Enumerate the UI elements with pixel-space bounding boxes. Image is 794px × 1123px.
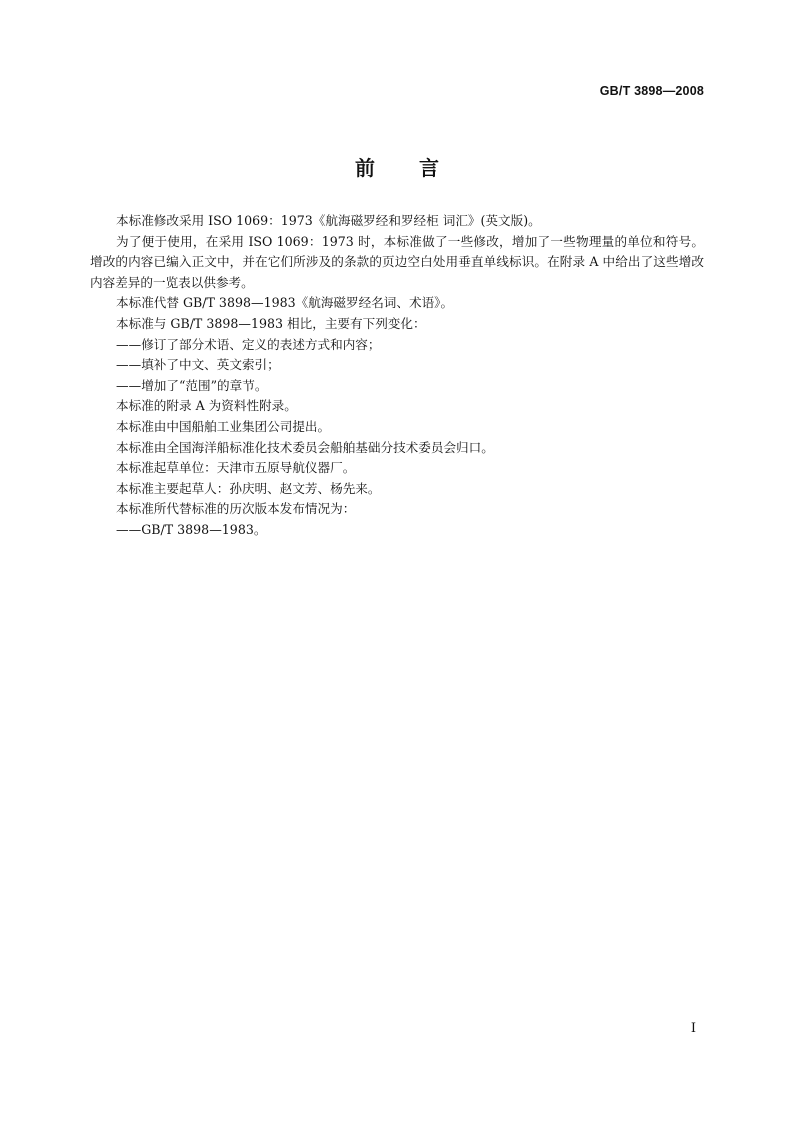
foreword-body	[90, 211, 704, 541]
list-item-history-1: ——GB/T 3898—1983。	[116, 521, 267, 537]
paragraph-committee: 本标准由全国海洋船标准化技术委员会船舶基础分技术委员会归口。	[116, 439, 494, 455]
list-item-change-1: ——修订了部分术语、定义的表述方式和内容；	[116, 336, 381, 352]
standard-code: GB/T 3898—2008	[599, 84, 704, 98]
paragraph-changes-intro: 本标准与 GB/T 3898—1983 相比，主要有下列变化：	[116, 315, 426, 331]
paragraph-appendix: 本标准的附录 A 为资料性附录。	[116, 398, 297, 414]
list-item-change-3: ——增加了“范围”的章节。	[116, 377, 268, 393]
page-title	[0, 152, 794, 181]
paragraph-drafters: 本标准主要起草人：孙庆明、赵文芳、杨先来。	[116, 480, 381, 496]
title-char-2: 言	[419, 156, 439, 180]
paragraph-drafting-unit: 本标准起草单位：天津市五原导航仪器厂。	[116, 460, 356, 476]
list-item-change-2: ——填补了中文、英文索引；	[116, 357, 280, 373]
paragraph-modifications: 为了便于使用，在采用 ISO 1069：1973 时，本标准做了一些修改，增加了一些物理量的单位和符号。增改的内容已编入正文中，并在它们所涉及的条款的页边空白处用垂直单线标识。在附录 A 中给出了这些增改内容差异的一览表以供参考。	[90, 233, 704, 290]
paragraph-replaces: 本标准代替 GB/T 3898—1983《航海磁罗经名词、术语》。	[116, 295, 454, 311]
paragraph-history-intro: 本标准所代替标准的历次版本发布情况为：	[116, 501, 356, 517]
paragraph-proposer: 本标准由中国船舶工业集团公司提出。	[116, 418, 331, 434]
page-number: I	[690, 1021, 696, 1036]
title-char-1: 前	[355, 156, 375, 180]
paragraph-adoption: 本标准修改采用 ISO 1069：1973《航海磁罗经和罗经柜 词汇》(英文版)。	[116, 213, 541, 228]
